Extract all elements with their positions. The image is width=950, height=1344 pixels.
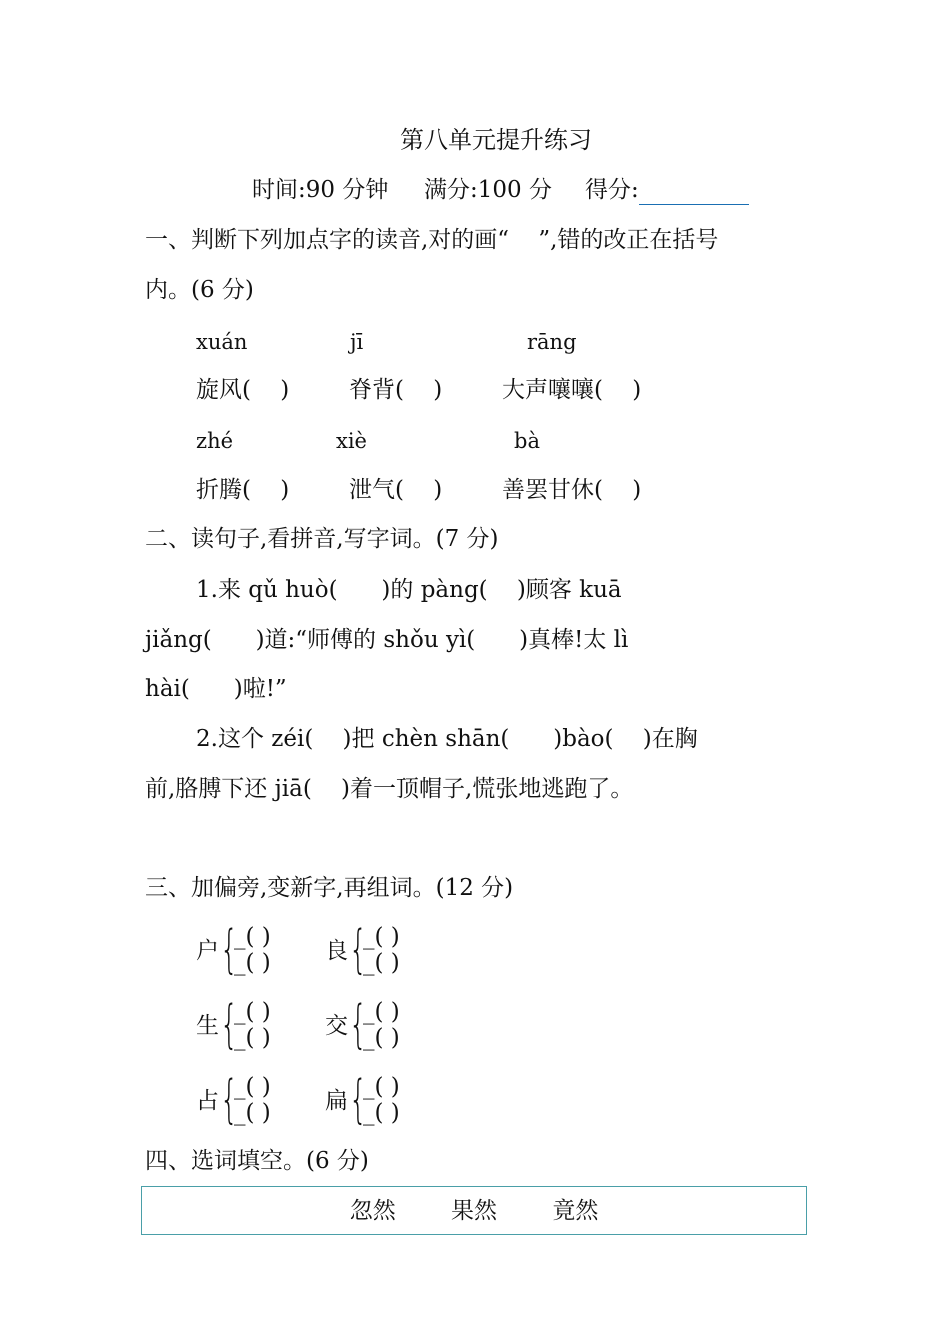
q1-pinyin-4: zhé — [196, 429, 234, 453]
q1-word-3[interactable]: 大声嚷嚷( ) — [502, 377, 642, 403]
radical-item-3[interactable] — [196, 995, 316, 1055]
q1-pinyin-6: bà — [514, 429, 540, 453]
q1-word-4[interactable]: 折腾( ) — [196, 477, 290, 503]
radical-item-4[interactable] — [325, 995, 445, 1055]
score-label-text: 得分: — [585, 177, 639, 203]
brace-icon: { — [349, 1070, 368, 1130]
q1-word-5[interactable]: 泄气( ) — [349, 477, 443, 503]
q2-line-4[interactable]: 2.这个 zéi( )把 chèn shān( )bào( )在胸 — [196, 726, 698, 752]
radical-item-5[interactable] — [196, 1070, 316, 1130]
answer-slot[interactable]: _( ) — [363, 1025, 400, 1051]
answer-slot[interactable]: _( ) — [234, 1100, 271, 1126]
word-bank-box — [141, 1186, 807, 1235]
radical-char: 良 — [325, 938, 348, 964]
q3-heading: 三、加偏旁,变新字,再组词。(12 分) — [145, 875, 514, 901]
answer-slot[interactable]: _( ) — [363, 1100, 400, 1126]
brace-icon: { — [349, 920, 368, 980]
answer-slot[interactable]: _( ) — [363, 1074, 400, 1100]
q1-pinyin-3: rāng — [527, 330, 577, 354]
q4-heading: 四、选词填空。(6 分) — [145, 1148, 369, 1174]
word-bank-item: 竟然 — [552, 1198, 599, 1224]
q1-pinyin-5: xiè — [336, 429, 367, 453]
word-bank-item: 忽然 — [349, 1198, 396, 1224]
answer-slot[interactable]: _( ) — [363, 950, 400, 976]
full-score-label: 满分:100 分 — [424, 177, 552, 203]
radical-char: 占 — [196, 1088, 219, 1114]
answer-slot[interactable]: _( ) — [234, 1074, 271, 1100]
q1-word-1[interactable]: 旋风( ) — [196, 377, 290, 403]
radical-char: 户 — [196, 938, 219, 964]
brace-icon: { — [220, 920, 239, 980]
q1-word-2[interactable]: 脊背( ) — [349, 377, 443, 403]
answer-slot[interactable]: _( ) — [234, 924, 271, 950]
score-blank[interactable] — [639, 182, 749, 205]
q2-line-1[interactable]: 1.来 qǔ huò( )的 pàng( )顾客 kuā — [196, 577, 622, 603]
score-label — [585, 175, 749, 205]
radical-char: 生 — [196, 1013, 219, 1039]
radical-char: 交 — [325, 1013, 348, 1039]
q1-heading: 一、判断下列加点字的读音,对的画“ ”,错的改正在括号 — [145, 227, 719, 253]
brace-icon: { — [220, 995, 239, 1055]
radical-item-6[interactable] — [325, 1070, 445, 1130]
q1-pinyin-2: jī — [350, 330, 364, 354]
answer-slot[interactable]: _( ) — [234, 950, 271, 976]
answer-slot[interactable]: _( ) — [363, 924, 400, 950]
radical-char: 扁 — [325, 1088, 348, 1114]
q2-line-2[interactable]: jiǎng( )道:“师傅的 shǒu yì( )真棒!太 lì — [145, 627, 629, 653]
brace-icon: { — [349, 995, 368, 1055]
word-bank-item: 果然 — [451, 1198, 497, 1224]
answer-slot[interactable]: _( ) — [234, 999, 271, 1025]
q1-pinyin-1: xuán — [196, 330, 248, 354]
time-label: 时间:90 分钟 — [252, 177, 389, 203]
answer-slot[interactable]: _( ) — [363, 999, 400, 1025]
brace-icon: { — [220, 1070, 239, 1130]
q1-heading-cont: 内。(6 分) — [145, 277, 254, 303]
q1-word-6[interactable]: 善罢甘休( ) — [502, 477, 642, 503]
answer-slot[interactable]: _( ) — [234, 1025, 271, 1051]
q2-heading: 二、读句子,看拼音,写字词。(7 分) — [145, 526, 499, 552]
page-title: 第八单元提升练习 — [400, 126, 592, 154]
radical-item-1[interactable] — [196, 920, 316, 980]
radical-item-2[interactable] — [325, 920, 445, 980]
q2-line-5[interactable]: 前,胳膊下还 jiā( )着一顶帽子,慌张地逃跑了。 — [145, 776, 634, 802]
q2-line-3[interactable]: hài( )啦!” — [145, 676, 287, 702]
